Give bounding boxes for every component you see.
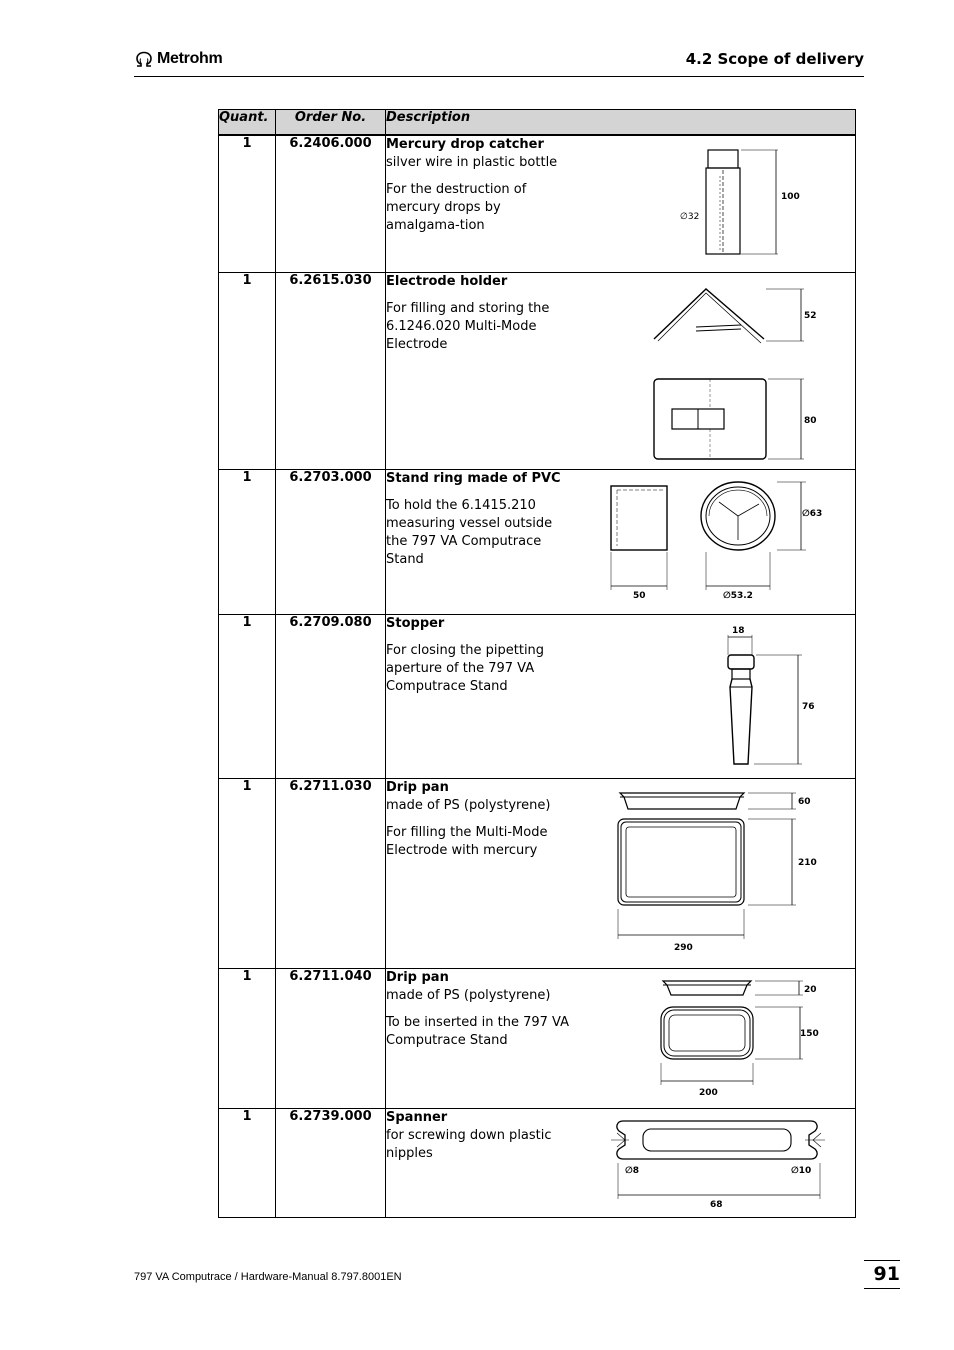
spanner-drawing xyxy=(611,1115,831,1213)
table-row xyxy=(219,469,856,614)
description-cell xyxy=(386,469,856,614)
description-cell xyxy=(386,968,856,1108)
order-number-cell: 6.2703.000 xyxy=(276,469,386,614)
stopper-drawing xyxy=(706,619,816,775)
quantity-cell: 1 xyxy=(219,1108,276,1217)
drip-pan-large-drawing xyxy=(616,787,831,963)
order-number-cell: 6.2406.000 xyxy=(276,135,386,272)
item-subtitle: for screwing down plastic nipples xyxy=(386,1127,552,1161)
item-description: For filling the Multi-Mode Electrode with mercury xyxy=(386,824,548,858)
dimension-label: 20 xyxy=(804,984,817,995)
footer-document-title: 797 VA Computrace / Hardware-Manual 8.797.8001EN xyxy=(134,1271,402,1283)
dimension-label: 150 xyxy=(800,1028,819,1039)
quantity-cell: 1 xyxy=(219,778,276,968)
dimension-label: ∅53.2 xyxy=(723,590,753,601)
item-name: Stand ring made of PVC xyxy=(386,470,561,486)
quantity-cell: 1 xyxy=(219,968,276,1108)
dimension-label: 80 xyxy=(804,415,817,426)
item-name: Mercury drop catcher xyxy=(386,137,544,152)
mercury-drop-catcher-drawing xyxy=(680,146,826,264)
table-row xyxy=(219,272,856,469)
dimension-label: 18 xyxy=(732,625,745,636)
dimension-label: 210 xyxy=(798,857,817,868)
brand-name: Metrohm xyxy=(157,50,223,67)
order-number-cell: 6.2711.040 xyxy=(276,968,386,1108)
table-row xyxy=(219,1108,856,1217)
table-header-row xyxy=(219,110,856,136)
item-subtitle: made of PS (polystyrene) xyxy=(386,987,551,1003)
description-cell xyxy=(386,614,856,778)
quantity-cell: 1 xyxy=(219,272,276,469)
page-number: 91 xyxy=(864,1260,900,1289)
description-cell xyxy=(386,1108,856,1217)
description-cell xyxy=(386,135,856,272)
dimension-label: ∅32 xyxy=(680,212,700,222)
table-row xyxy=(219,968,856,1108)
brand-logo xyxy=(134,50,222,68)
dimension-label: 76 xyxy=(802,701,815,712)
column-header-description: Description xyxy=(386,110,856,136)
description-cell xyxy=(386,272,856,469)
item-name: Stopper xyxy=(386,615,445,631)
dimension-label: 290 xyxy=(674,942,693,953)
item-name: Drip pan xyxy=(386,779,449,795)
page-header xyxy=(134,46,864,77)
dimension-label: 68 xyxy=(710,1199,723,1210)
column-header-quant: Quant. xyxy=(219,110,276,136)
scope-of-delivery-table xyxy=(218,109,856,1218)
item-name: Electrode holder xyxy=(386,273,508,289)
item-subtitle: silver wire in plastic bottle xyxy=(386,155,558,170)
dimension-label: 52 xyxy=(804,310,817,321)
item-description: For the destruction of mercury drops by amalgama-tion xyxy=(386,182,527,233)
table-row xyxy=(219,614,856,778)
drip-pan-small-drawing xyxy=(651,975,831,1103)
item-name: Spanner xyxy=(386,1109,448,1125)
column-header-order-no: Order No. xyxy=(276,110,386,136)
item-subtitle: made of PS (polystyrene) xyxy=(386,797,551,813)
order-number-cell: 6.2709.080 xyxy=(276,614,386,778)
dimension-label: ∅10 xyxy=(791,1165,812,1176)
item-name: Drip pan xyxy=(386,969,449,985)
table-row xyxy=(219,778,856,968)
order-number-cell: 6.2615.030 xyxy=(276,272,386,469)
dimension-label: 200 xyxy=(699,1087,718,1098)
description-cell xyxy=(386,778,856,968)
dimension-label: ∅8 xyxy=(625,1165,639,1176)
quantity-cell: 1 xyxy=(219,614,276,778)
stand-ring-drawing xyxy=(601,478,831,604)
item-description: To hold the 6.1415.210 measuring vessel outside the 797 VA Computrace Stand xyxy=(386,497,553,567)
item-description: For filling and storing the 6.1246.020 Multi-Mode Electrode xyxy=(386,300,550,352)
omega-logo-icon xyxy=(134,51,154,67)
quantity-cell: 1 xyxy=(219,469,276,614)
order-number-cell: 6.2711.030 xyxy=(276,778,386,968)
order-number-cell: 6.2739.000 xyxy=(276,1108,386,1217)
dimension-label: 50 xyxy=(633,590,646,601)
table-row xyxy=(219,135,856,272)
dimension-label: ∅63 xyxy=(802,508,823,519)
item-description: To be inserted in the 797 VA Computrace Stand xyxy=(386,1014,569,1048)
quantity-cell: 1 xyxy=(219,135,276,272)
electrode-holder-drawing xyxy=(646,281,836,463)
dimension-label: 100 xyxy=(781,192,800,202)
item-description: For closing the pipetting aperture of the 797 VA Computrace Stand xyxy=(386,642,545,694)
dimension-label: 60 xyxy=(798,796,811,807)
section-title: 4.2 Scope of delivery xyxy=(685,50,864,68)
